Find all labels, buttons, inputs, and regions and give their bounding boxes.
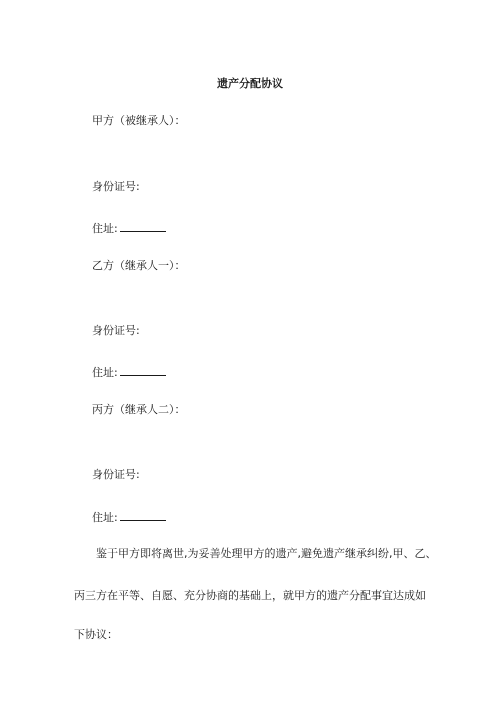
party-b-label: 乙方（继承人一）： bbox=[92, 259, 186, 272]
party-c-address-label: 住址: bbox=[92, 511, 118, 524]
preamble-line-3: 下协议： bbox=[74, 628, 118, 641]
document-title: 遗产分配协议 bbox=[217, 77, 283, 90]
party-a-id-label: 身份证号: bbox=[92, 180, 140, 193]
party-b-id-label: 身份证号: bbox=[92, 324, 140, 337]
preamble-line-1: 鉴于甲方即将离世,为妥善处理甲方的遗产,避免遗产继承纠纷,甲、乙、 bbox=[96, 547, 437, 560]
party-a-label: 甲方（被继承人）： bbox=[92, 114, 186, 127]
party-b-address-label: 住址: bbox=[92, 366, 118, 379]
party-c-id-label: 身份证号: bbox=[92, 468, 140, 481]
party-c-address-line bbox=[92, 509, 166, 525]
party-c-label: 丙方（继承人二）： bbox=[92, 403, 186, 416]
party-a-address-line bbox=[92, 220, 166, 236]
party-c-address-blank bbox=[120, 509, 166, 521]
preamble-line-2: 丙三方在平等、自愿、充分协商的基础上，就甲方的遗产分配事宜达成如 bbox=[74, 589, 426, 602]
party-b-address-blank bbox=[120, 364, 166, 376]
party-a-address-label: 住址: bbox=[92, 222, 118, 235]
party-a-address-blank bbox=[120, 220, 166, 232]
party-b-address-line bbox=[92, 364, 166, 380]
